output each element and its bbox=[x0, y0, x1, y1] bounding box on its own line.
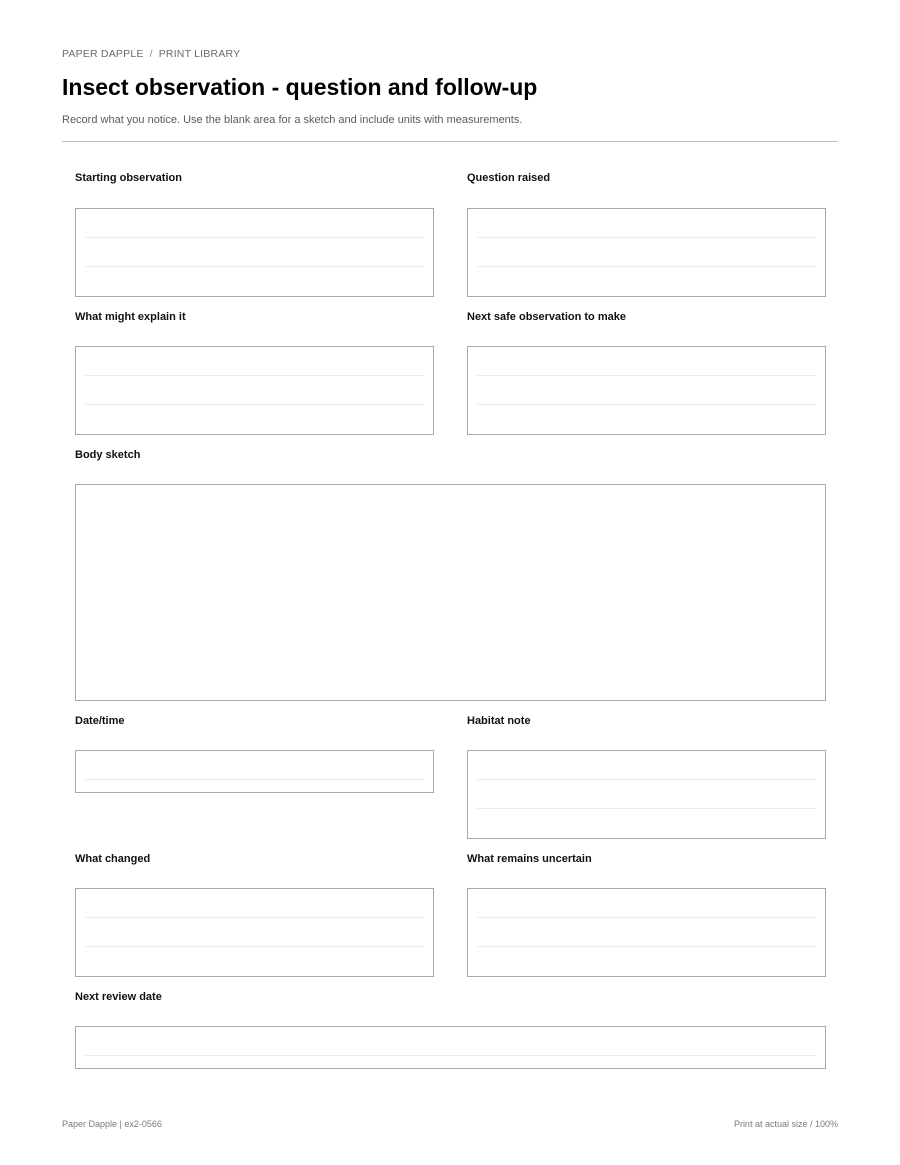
breadcrumb-brand: PAPER DAPPLE bbox=[62, 48, 144, 60]
header-divider bbox=[62, 141, 838, 142]
starting-observation-field[interactable] bbox=[75, 208, 434, 297]
what-remains-uncertain-label: What remains uncertain bbox=[467, 853, 592, 865]
page-title: Insect observation - question and follow-up bbox=[62, 74, 538, 100]
writing-line bbox=[85, 404, 424, 405]
starting-observation-label: Starting observation bbox=[75, 172, 182, 184]
writing-line bbox=[85, 917, 424, 918]
writing-line bbox=[477, 917, 816, 918]
date-time-field[interactable] bbox=[75, 750, 434, 793]
writing-line bbox=[85, 779, 424, 780]
footer-print-note: Print at actual size / 100% bbox=[733, 1119, 838, 1129]
writing-line bbox=[477, 779, 816, 780]
what-changed-label: What changed bbox=[75, 853, 151, 865]
writing-line bbox=[477, 266, 816, 267]
next-safe-observation-label: Next safe observation to make bbox=[467, 311, 626, 323]
writing-line bbox=[477, 808, 816, 809]
body-sketch-label: Body sketch bbox=[75, 449, 141, 461]
question-raised-label: Question raised bbox=[467, 172, 551, 184]
what-might-explain-field[interactable] bbox=[75, 346, 434, 435]
writing-line bbox=[477, 404, 816, 405]
breadcrumb bbox=[62, 48, 240, 60]
writing-line bbox=[85, 946, 424, 947]
next-review-date-label: Next review date bbox=[75, 991, 162, 1003]
writing-line bbox=[85, 375, 424, 376]
breadcrumb-separator: / bbox=[149, 48, 153, 60]
breadcrumb-section: PRINT LIBRARY bbox=[158, 48, 241, 60]
instructions-text: Record what you notice. Use the blank area for a sketch and include units with measurements. bbox=[62, 114, 523, 126]
what-might-explain-label: What might explain it bbox=[75, 311, 186, 323]
writing-line bbox=[477, 375, 816, 376]
question-raised-field[interactable] bbox=[467, 208, 826, 297]
footer-document-id: Paper Dapple | ex2-0566 bbox=[62, 1119, 162, 1129]
writing-line bbox=[85, 266, 424, 267]
date-time-label: Date/time bbox=[75, 715, 125, 727]
body-sketch-area[interactable] bbox=[75, 484, 826, 701]
writing-line bbox=[477, 946, 816, 947]
what-remains-uncertain-field[interactable] bbox=[467, 888, 826, 977]
next-safe-observation-field[interactable] bbox=[467, 346, 826, 435]
habitat-note-field[interactable] bbox=[467, 750, 826, 839]
writing-line bbox=[85, 237, 424, 238]
habitat-note-label: Habitat note bbox=[467, 715, 531, 727]
what-changed-field[interactable] bbox=[75, 888, 434, 977]
writing-line bbox=[477, 237, 816, 238]
writing-line bbox=[85, 1055, 816, 1056]
next-review-date-field[interactable] bbox=[75, 1026, 826, 1069]
